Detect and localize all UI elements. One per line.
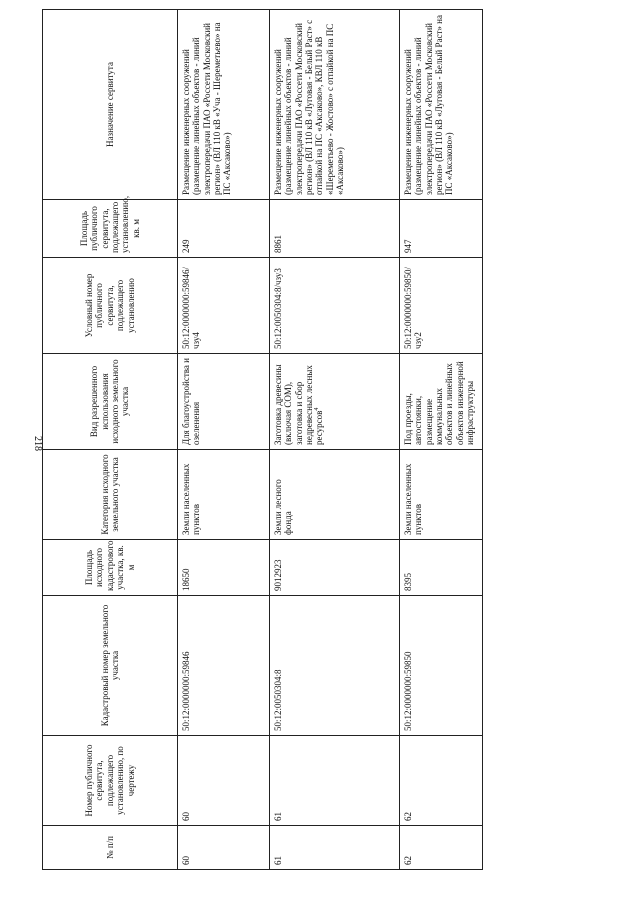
servitude-number: 62: [400, 736, 483, 826]
cadastral-number: 50:12:0000000:59850: [400, 596, 483, 736]
header-cell: Назначение сервитута: [43, 10, 178, 200]
conditional-number: 50:12:0000000:59846/чзу4: [178, 258, 270, 354]
servitude-purpose: Размещение инженерных сооружений (размещение линейных объектов - линий электропередачи ПАО «Россети Московский регион» (ВЛ 110 кВ «Луговая - Белый Раст» с отпайкой на ПС «Аксаково», КВЛ 110 кВ «Шереметьево - Жостово» с отпайкой на ПС «Аксаково»): [270, 10, 400, 200]
rotated-table-container: [42, 10, 482, 870]
table-header-row: [43, 10, 178, 870]
permitted-use: Для благоустройства и озеленения: [178, 354, 270, 450]
servitude-purpose: Размещение инженерных сооружений (размещение линейных объектов - линий электропередачи ПАО «Россети Московский регион» (ВЛ 110 кВ «Луговая - Белый Раст» на ПС «Аксаково»): [400, 10, 483, 200]
header-cell: Площадь публичного сервитута, подлежащего установлению, кв. м: [43, 200, 178, 258]
header-cell: Кадастровый номер земельного участка: [43, 596, 178, 736]
table-row: [400, 10, 483, 870]
servitude-table: [42, 9, 483, 870]
header-cell: Номер публичного сервитута, подлежащего установлению, по чертежу: [43, 736, 178, 826]
footnote-mark: 4: [314, 407, 321, 411]
row-number: 62: [400, 826, 483, 870]
cadastral-number: 50:12:0050304:8: [270, 596, 400, 736]
header-cell: Вид разрешенного использования исходного земельного участка: [43, 354, 178, 450]
servitude-area: 249: [178, 200, 270, 258]
page-number: 218: [32, 436, 43, 451]
servitude-area: 947: [400, 200, 483, 258]
servitude-number: 60: [178, 736, 270, 826]
table-row: [270, 10, 400, 870]
conditional-number: 50:12:0000000:59850/чзу2: [400, 258, 483, 354]
row-number: 60: [178, 826, 270, 870]
land-category: Земли лесного фонда: [270, 450, 400, 540]
permitted-use-text: Заготовка древесины (включая СОМ), заготовка и сбор недревесных лесных ресурсов: [273, 364, 325, 445]
header-cell: Площадь исходного кадастрового участка, кв. м: [43, 540, 178, 596]
servitude-purpose: Размещение инженерных сооружений (размещение линейных объектов - линий электропередачи ПАО «Россети Московский регион» (ВЛ 110 кВ «Уча - Шереметьево» на ПС «Аксаково»): [178, 10, 270, 200]
plot-area: 8395: [400, 540, 483, 596]
row-number: 61: [270, 826, 400, 870]
table-row: [178, 10, 270, 870]
plot-area: 9012923: [270, 540, 400, 596]
conditional-number: 50:12:0050304:8/чзу3: [270, 258, 400, 354]
land-category: Земли населенных пунктов: [178, 450, 270, 540]
servitude-number: 61: [270, 736, 400, 826]
header-cell: Условный номер публичного сервитута, подлежащего установлению: [43, 258, 178, 354]
header-cell: Категория исходного земельного участка: [43, 450, 178, 540]
cadastral-number: 50:12:0000000:59846: [178, 596, 270, 736]
permitted-use: Под проезды, автостоянки, размещение коммунальных объектов и линейных объектов инженерной инфраструктуры: [400, 354, 483, 450]
land-category: Земли населенных пунктов: [400, 450, 483, 540]
plot-area: 18650: [178, 540, 270, 596]
header-cell: № п/п: [43, 826, 178, 870]
servitude-area: 8861: [270, 200, 400, 258]
permitted-use: [270, 354, 400, 450]
